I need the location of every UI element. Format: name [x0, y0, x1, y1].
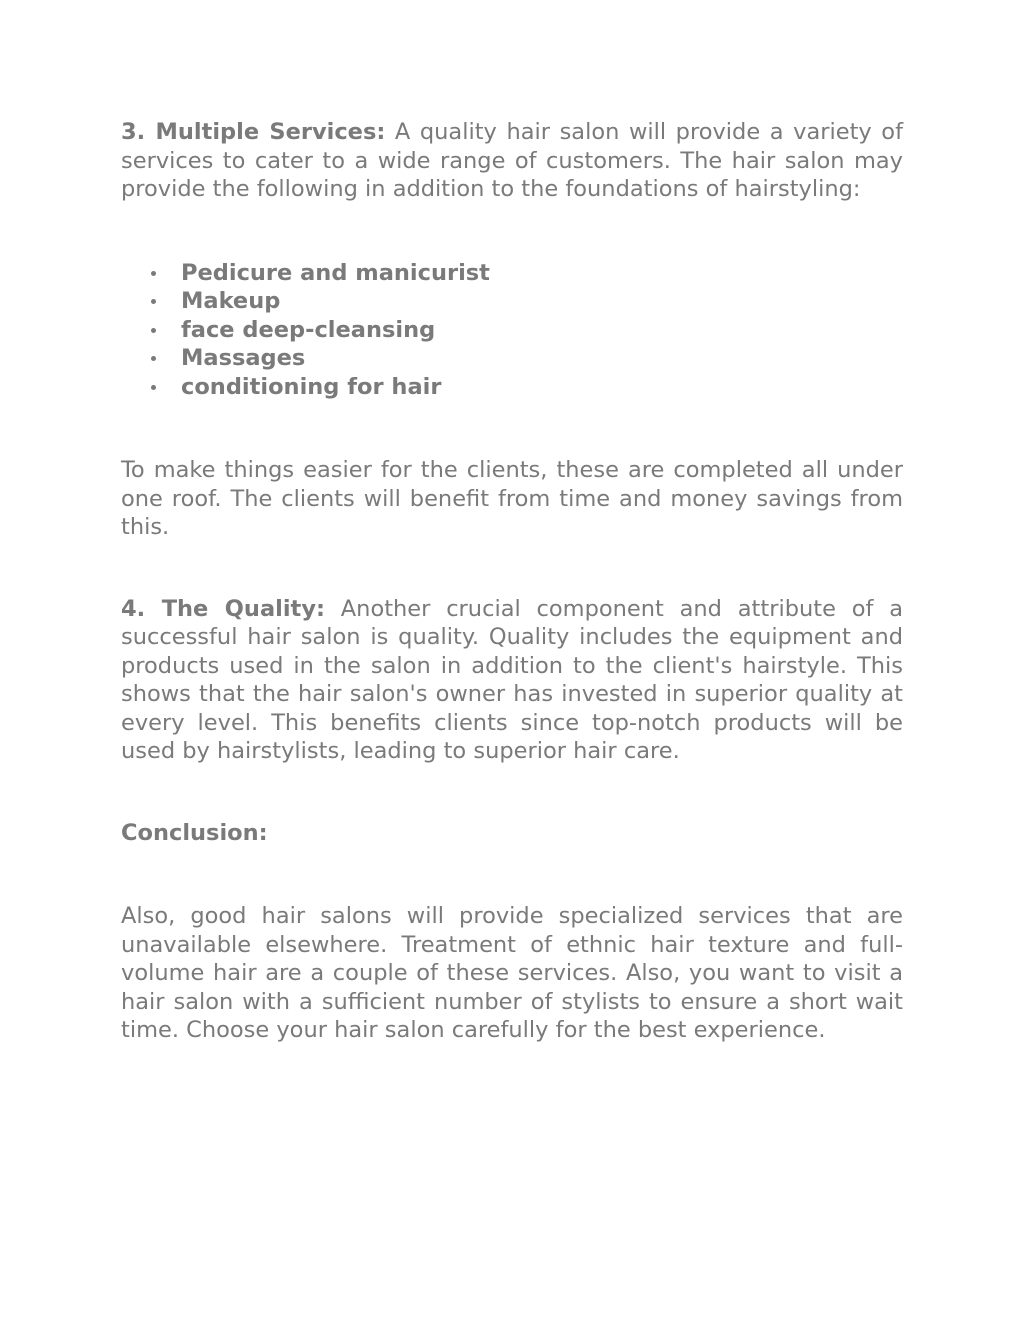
list-item: Massages	[121, 344, 903, 373]
quality-text: Another crucial component and attribute of a successful hair salon is quality. Quality includes the equipment and products used in the salon in addition to the client's hairstyle. This shows that the hair salon's owner has invested in superior quality at every level. This benefits clients since top-notch products will be used by hairstylists, leading to superior hair care.	[121, 595, 904, 764]
services-text: A quality hair salon will provide a variety of services to cater to a wide range of customers. The hair salon may provide the following in addition to the foundations of hairstyling:	[121, 119, 903, 202]
services-heading: 3. Multiple Services:	[121, 119, 386, 145]
list-item: Makeup	[121, 287, 903, 316]
services-paragraph	[121, 118, 903, 204]
quality-heading: 4. The Quality:	[121, 595, 325, 622]
convenience-paragraph: To make things easier for the clients, these are completed all under one roof. The clients will benefit from time and money savings from this.	[121, 457, 903, 540]
conclusion-paragraph: Also, good hair salons will provide specialized services that are unavailable elsewhere. Treatment of ethnic hair texture and full-volume hair are a couple of these services. Also, you want to visit a hair salon with a sufficient number of stylists to ensure a short wait time. Choose your hair salon carefully for the best experience.	[121, 903, 903, 1043]
list-item: face deep-cleansing	[121, 316, 903, 345]
document-page	[121, 118, 903, 1045]
quality-paragraph	[121, 595, 903, 766]
list-item: conditioning for hair	[121, 373, 903, 402]
conclusion-heading: Conclusion:	[121, 819, 268, 846]
list-item: Pedicure and manicurist	[121, 259, 903, 288]
services-list	[121, 259, 903, 402]
